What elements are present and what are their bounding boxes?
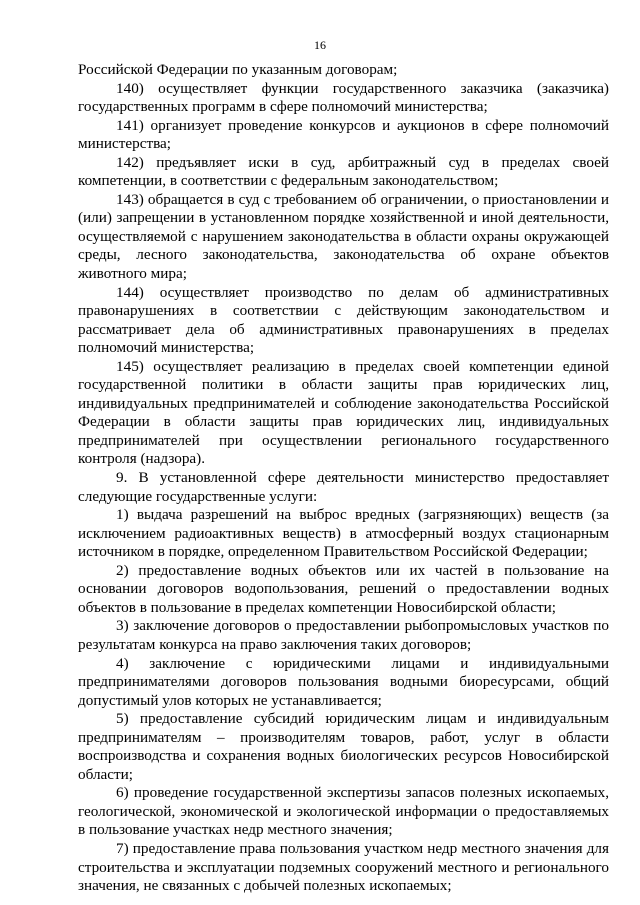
- paragraph-section-9: 9. В установленной сфере деятельности министерство предоставляет следующие государственные услуги:: [78, 469, 609, 505]
- paragraph-service-3: 3) заключение договоров о предоставлении рыбопромысловых участков по результатам конкурса на право заключения таких договоров;: [78, 617, 609, 653]
- page-number: 16: [314, 38, 326, 52]
- paragraph-item-143: 143) обращается в суд с требованием об ограничении, о приостановлении и (или) запрещении в установленном порядке хозяйственной и иной деятельности, осуществляемой с нарушением законодательства в области охраны окружающей среды, лесного законодательства, законодательства об охране объектов животного мира;: [78, 190, 609, 283]
- paragraph-item-145: 145) осуществляет реализацию в пределах своей компетенции единой государственной политики в области защиты прав юридических лиц, индивидуальных предпринимателей и соблюдение законодательства Российской Федерации в области защиты прав юридических лиц, индивидуальных предпринимателей при осуществлении регионального государственного контроля (надзора).: [78, 357, 609, 468]
- paragraph-continuation: Российской Федерации по указанным договорам;: [78, 61, 398, 78]
- paragraph-service-7: 7) предоставление права пользования участком недр местного значения для строительства и эксплуатации подземных сооружений местного и регионального значения, не связанных с добычей полезных ископаемых;: [78, 839, 609, 895]
- paragraph-item-140: 140) осуществляет функции государственного заказчика (заказчика) государственных программ в сфере полномочий министерства;: [78, 79, 609, 116]
- body-text: [78, 61, 609, 896]
- paragraph-item-142: 142) предъявляет иски в суд, арбитражный суд в пределах своей компетенции, в соответствии с федеральным законодательством;: [78, 153, 609, 190]
- paragraph-service-6: 6) проведение государственной экспертизы запасов полезных ископаемых, геологической, экономической и экологической информации о предоставляемых в пользование участках недр местного значения;: [78, 784, 609, 839]
- paragraph-item-144: 144) осуществляет производство по делам об административных правонарушениях в соответствии с действующим законодательством и рассматривает дела об административных правонарушениях в пределах полномочий министерства;: [78, 283, 609, 357]
- paragraph-service-4: 4) заключение с юридическими лицами и индивидуальными предпринимателями договоров пользования водными биоресурсами, общий допустимый улов которых не устанавливается;: [78, 654, 609, 709]
- paragraph-service-2: 2) предоставление водных объектов или их частей в пользование на основании договоров водопользования, решений о предоставлении водных объектов в пользование в пределах компетенции Новосибирской области;: [78, 561, 609, 616]
- paragraph-service-1: 1) выдача разрешений на выброс вредных (загрязняющих) веществ (за исключением радиоактивных веществ) в атмосферный воздух стационарным источником в порядке, определенном Правительством Российской Федерации;: [78, 506, 609, 561]
- paragraph-item-141: 141) организует проведение конкурсов и аукционов в сфере полномочий министерства;: [78, 116, 609, 153]
- paragraph-service-5: 5) предоставление субсидий юридическим лицам и индивидуальным предпринимателям – производителям товаров, работ, услуг в области воспроизводства и сохранения водных биологических ресурсов Новосибирской области;: [78, 710, 609, 783]
